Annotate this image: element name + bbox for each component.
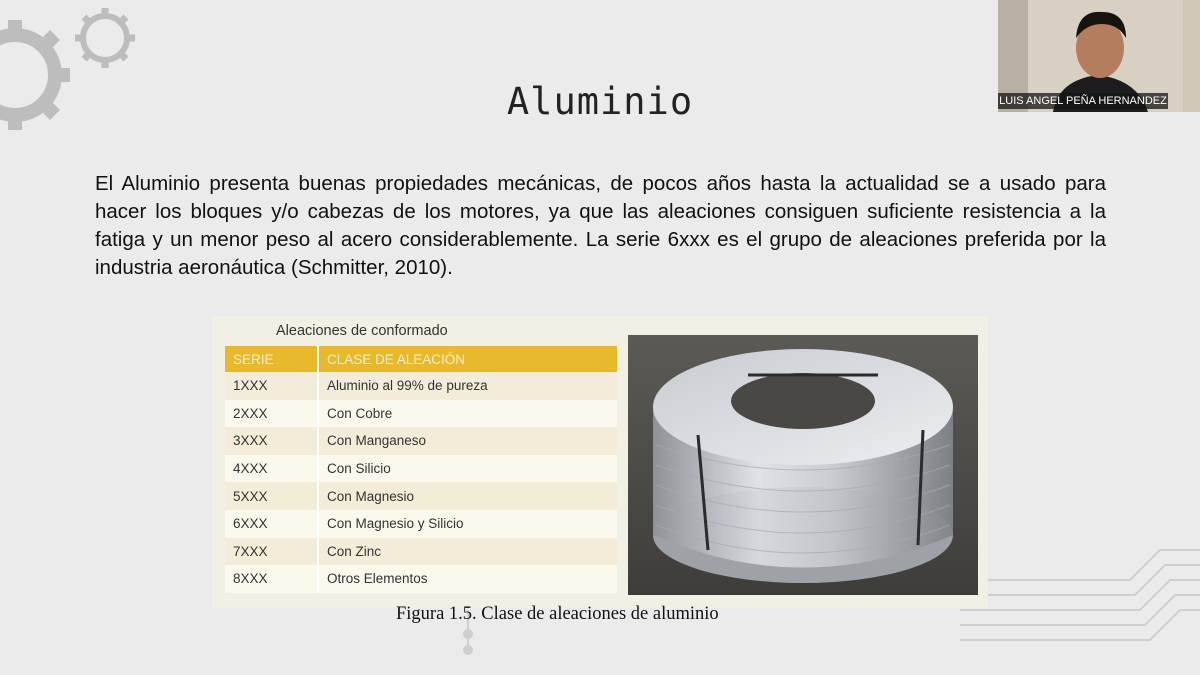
serie-cell: 4XXX <box>225 455 318 483</box>
alloy-class-cell: Con Magnesio <box>318 482 617 510</box>
alloy-class-cell: Otros Elementos <box>318 565 617 593</box>
figure-caption: Figura 1.5. Clase de aleaciones de aluminio <box>396 604 719 624</box>
table-row <box>225 455 617 483</box>
table-row <box>225 510 617 538</box>
slide-paragraph: El Aluminio presenta buenas propiedades mecánicas, de pocos años hasta la actualidad se a usado para hacer los bloques y/o cabezas de los motores, ya que las aleaciones consiguen suficiente resistencia a la fatiga y un menor peso al acero considerablemente. La serie 6xxx es el grupo de aleaciones preferida por la industria aeronáutica (Schmitter, 2010). <box>95 172 1106 279</box>
alloy-table <box>225 346 617 593</box>
serie-cell: 5XXX <box>225 482 318 510</box>
alloy-class-cell: Con Manganeso <box>318 427 617 455</box>
table-title: Aleaciones de conformado <box>276 323 448 339</box>
circuit-lines-decoration-icon <box>960 540 1200 660</box>
alloy-class-cell: Con Cobre <box>318 400 617 428</box>
table-row <box>225 400 617 428</box>
serie-cell: 1XXX <box>225 372 318 400</box>
table-header-row <box>225 346 617 372</box>
alloy-class-cell: Con Magnesio y Silicio <box>318 510 617 538</box>
alloy-class-cell: Con Zinc <box>318 538 617 566</box>
participant-name-label: LUIS ANGEL PEÑA HERNANDEZ <box>999 95 1167 107</box>
aluminum-wire-coil-image <box>628 335 978 595</box>
table-row <box>225 482 617 510</box>
table-row <box>225 427 617 455</box>
serie-cell: 6XXX <box>225 510 318 538</box>
table-row <box>225 372 617 400</box>
alloy-class-cell: Aluminio al 99% de pureza <box>318 372 617 400</box>
table-row <box>225 565 617 593</box>
serie-cell: 7XXX <box>225 538 318 566</box>
serie-cell: 2XXX <box>225 400 318 428</box>
alloy-class-cell: Con Silicio <box>318 455 617 483</box>
slide-title: Aluminio <box>506 80 694 123</box>
column-header-serie: SERIE <box>225 346 318 372</box>
serie-cell: 8XXX <box>225 565 318 593</box>
column-header-clase: CLASE DE ALEACIÓN <box>318 346 617 372</box>
serie-cell: 3XXX <box>225 427 318 455</box>
table-row <box>225 538 617 566</box>
